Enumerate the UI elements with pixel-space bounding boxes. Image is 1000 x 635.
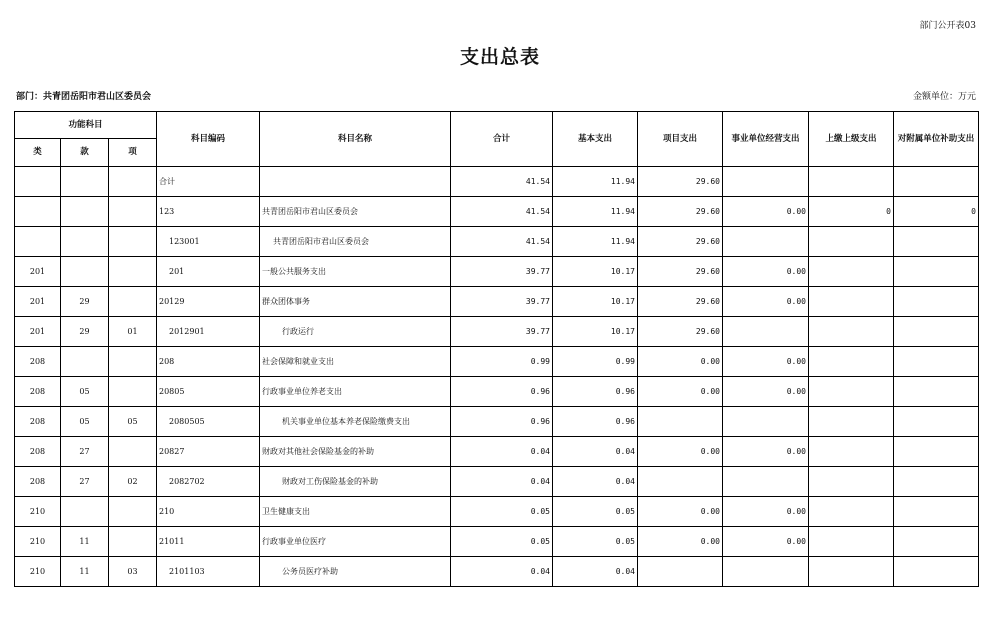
cell-project: 29.60 bbox=[638, 167, 723, 197]
cell-name: 公务员医疗补助 bbox=[260, 557, 451, 587]
cell-kuan: 29 bbox=[61, 317, 109, 347]
cell-business bbox=[723, 557, 809, 587]
cell-lei bbox=[15, 197, 61, 227]
cell-subsidy bbox=[894, 557, 979, 587]
cell-xiang bbox=[109, 197, 157, 227]
cell-xiang bbox=[109, 227, 157, 257]
cell-subsidy bbox=[894, 347, 979, 377]
cell-business: 0.00 bbox=[723, 287, 809, 317]
cell-basic: 10.17 bbox=[553, 317, 638, 347]
cell-basic: 0.04 bbox=[553, 467, 638, 497]
cell-upper bbox=[809, 287, 894, 317]
cell-total: 0.04 bbox=[451, 467, 553, 497]
table-row bbox=[15, 377, 979, 407]
cell-total: 0.04 bbox=[451, 437, 553, 467]
table-row bbox=[15, 257, 979, 287]
cell-lei: 208 bbox=[15, 407, 61, 437]
form-number-label: 部门公开表03 bbox=[919, 21, 976, 31]
cell-subsidy bbox=[894, 527, 979, 557]
cell-xiang bbox=[109, 527, 157, 557]
cell-upper bbox=[809, 497, 894, 527]
cell-total: 39.77 bbox=[451, 317, 553, 347]
cell-kuan bbox=[61, 347, 109, 377]
cell-project: 0.00 bbox=[638, 497, 723, 527]
cell-xiang bbox=[109, 287, 157, 317]
cell-name: 财政对工伤保险基金的补助 bbox=[260, 467, 451, 497]
cell-upper bbox=[809, 317, 894, 347]
cell-business bbox=[723, 467, 809, 497]
cell-name: 社会保障和就业支出 bbox=[260, 347, 451, 377]
cell-total: 39.77 bbox=[451, 287, 553, 317]
cell-xiang bbox=[109, 437, 157, 467]
cell-lei: 201 bbox=[15, 317, 61, 347]
header-subject-code: 科目编码 bbox=[157, 112, 260, 167]
header-function-subject: 功能科目 bbox=[15, 112, 157, 139]
cell-business: 0.00 bbox=[723, 257, 809, 287]
cell-subsidy bbox=[894, 407, 979, 437]
header-subject-name: 科目名称 bbox=[260, 112, 451, 167]
cell-xiang bbox=[109, 167, 157, 197]
cell-project: 0.00 bbox=[638, 347, 723, 377]
cell-name: 行政运行 bbox=[260, 317, 451, 347]
table-row bbox=[15, 287, 979, 317]
cell-project: 0.00 bbox=[638, 437, 723, 467]
cell-xiang bbox=[109, 347, 157, 377]
cell-code: 2080505 bbox=[157, 407, 260, 437]
cell-subsidy bbox=[894, 467, 979, 497]
cell-name: 财政对其他社会保险基金的补助 bbox=[260, 437, 451, 467]
header-subsidiary-subsidy: 对附属单位补助支出 bbox=[894, 112, 979, 167]
header-xiang: 项 bbox=[109, 139, 157, 167]
cell-basic: 0.04 bbox=[553, 437, 638, 467]
cell-business: 0.00 bbox=[723, 527, 809, 557]
expenditure-table bbox=[14, 111, 979, 587]
cell-upper bbox=[809, 347, 894, 377]
cell-name: 一般公共服务支出 bbox=[260, 257, 451, 287]
cell-code: 21011 bbox=[157, 527, 260, 557]
cell-lei: 208 bbox=[15, 347, 61, 377]
cell-basic: 11.94 bbox=[553, 197, 638, 227]
table-row bbox=[15, 497, 979, 527]
cell-business: 0.00 bbox=[723, 377, 809, 407]
cell-project: 0.00 bbox=[638, 377, 723, 407]
header-project-expenditure: 项目支出 bbox=[638, 112, 723, 167]
cell-upper bbox=[809, 257, 894, 287]
cell-lei: 201 bbox=[15, 287, 61, 317]
cell-subsidy bbox=[894, 497, 979, 527]
cell-basic: 0.96 bbox=[553, 407, 638, 437]
table-row bbox=[15, 347, 979, 377]
cell-subsidy bbox=[894, 317, 979, 347]
cell-name: 共青团岳阳市君山区委员会 bbox=[260, 197, 451, 227]
cell-basic: 0.99 bbox=[553, 347, 638, 377]
header-basic-expenditure: 基本支出 bbox=[553, 112, 638, 167]
cell-code: 2012901 bbox=[157, 317, 260, 347]
cell-lei: 208 bbox=[15, 437, 61, 467]
cell-xiang bbox=[109, 377, 157, 407]
header-business-expenditure: 事业单位经营支出 bbox=[723, 112, 809, 167]
cell-upper bbox=[809, 437, 894, 467]
cell-project: 29.60 bbox=[638, 287, 723, 317]
cell-project: 29.60 bbox=[638, 227, 723, 257]
cell-xiang: 02 bbox=[109, 467, 157, 497]
cell-code: 208 bbox=[157, 347, 260, 377]
cell-code: 20827 bbox=[157, 437, 260, 467]
cell-lei: 208 bbox=[15, 377, 61, 407]
table-row bbox=[15, 557, 979, 587]
cell-lei bbox=[15, 227, 61, 257]
cell-name: 卫生健康支出 bbox=[260, 497, 451, 527]
cell-total: 0.96 bbox=[451, 377, 553, 407]
cell-subsidy bbox=[894, 257, 979, 287]
cell-code: 123 bbox=[157, 197, 260, 227]
cell-basic: 11.94 bbox=[553, 227, 638, 257]
cell-upper bbox=[809, 167, 894, 197]
cell-subsidy: 0 bbox=[894, 197, 979, 227]
cell-lei: 208 bbox=[15, 467, 61, 497]
table-row bbox=[15, 527, 979, 557]
amount-unit-label: 金额单位：万元 bbox=[912, 92, 976, 102]
header-total: 合计 bbox=[451, 112, 553, 167]
cell-xiang bbox=[109, 257, 157, 287]
cell-name: 行政事业单位医疗 bbox=[260, 527, 451, 557]
cell-business: 0.00 bbox=[723, 347, 809, 377]
cell-code: 20805 bbox=[157, 377, 260, 407]
cell-kuan bbox=[61, 257, 109, 287]
cell-upper bbox=[809, 377, 894, 407]
cell-subsidy bbox=[894, 377, 979, 407]
cell-kuan bbox=[61, 167, 109, 197]
header-kuan: 款 bbox=[61, 139, 109, 167]
cell-kuan: 29 bbox=[61, 287, 109, 317]
cell-xiang: 01 bbox=[109, 317, 157, 347]
cell-business bbox=[723, 317, 809, 347]
cell-name: 机关事业单位基本养老保险缴费支出 bbox=[260, 407, 451, 437]
cell-upper bbox=[809, 557, 894, 587]
table-row bbox=[15, 437, 979, 467]
cell-total: 0.05 bbox=[451, 527, 553, 557]
cell-name bbox=[260, 167, 451, 197]
cell-name: 行政事业单位养老支出 bbox=[260, 377, 451, 407]
cell-project: 0.00 bbox=[638, 527, 723, 557]
cell-basic: 11.94 bbox=[553, 167, 638, 197]
table-row bbox=[15, 167, 979, 197]
cell-name: 共青团岳阳市君山区委员会 bbox=[260, 227, 451, 257]
cell-code: 201 bbox=[157, 257, 260, 287]
cell-kuan: 05 bbox=[61, 377, 109, 407]
cell-business bbox=[723, 407, 809, 437]
cell-upper bbox=[809, 467, 894, 497]
cell-project: 29.60 bbox=[638, 317, 723, 347]
cell-basic: 0.05 bbox=[553, 527, 638, 557]
page-title: 支出总表 bbox=[459, 46, 540, 68]
cell-xiang: 05 bbox=[109, 407, 157, 437]
cell-code: 123001 bbox=[157, 227, 260, 257]
table-row bbox=[15, 317, 979, 347]
cell-total: 39.77 bbox=[451, 257, 553, 287]
cell-kuan: 05 bbox=[61, 407, 109, 437]
cell-code: 2082702 bbox=[157, 467, 260, 497]
cell-code: 2101103 bbox=[157, 557, 260, 587]
cell-project: 29.60 bbox=[638, 197, 723, 227]
table-row bbox=[15, 227, 979, 257]
header-upper-payment: 上缴上级支出 bbox=[809, 112, 894, 167]
cell-lei: 210 bbox=[15, 527, 61, 557]
cell-basic: 10.17 bbox=[553, 287, 638, 317]
cell-project bbox=[638, 407, 723, 437]
cell-subsidy bbox=[894, 437, 979, 467]
table-body bbox=[15, 167, 979, 587]
cell-xiang: 03 bbox=[109, 557, 157, 587]
table-row bbox=[15, 407, 979, 437]
cell-kuan: 27 bbox=[61, 467, 109, 497]
cell-business: 0.00 bbox=[723, 437, 809, 467]
table-row bbox=[15, 197, 979, 227]
cell-subsidy bbox=[894, 287, 979, 317]
cell-code: 合计 bbox=[157, 167, 260, 197]
cell-basic: 10.17 bbox=[553, 257, 638, 287]
cell-lei bbox=[15, 167, 61, 197]
cell-project bbox=[638, 467, 723, 497]
cell-name: 群众团体事务 bbox=[260, 287, 451, 317]
cell-upper bbox=[809, 527, 894, 557]
cell-upper: 0 bbox=[809, 197, 894, 227]
department-label: 部门：共青团岳阳市君山区委员会 bbox=[16, 92, 152, 102]
table-header bbox=[15, 112, 979, 167]
cell-total: 0.99 bbox=[451, 347, 553, 377]
cell-project: 29.60 bbox=[638, 257, 723, 287]
cell-lei: 201 bbox=[15, 257, 61, 287]
cell-total: 0.96 bbox=[451, 407, 553, 437]
cell-basic: 0.96 bbox=[553, 377, 638, 407]
table-row bbox=[15, 467, 979, 497]
cell-kuan: 11 bbox=[61, 557, 109, 587]
cell-basic: 0.04 bbox=[553, 557, 638, 587]
cell-total: 0.04 bbox=[451, 557, 553, 587]
cell-subsidy bbox=[894, 227, 979, 257]
cell-total: 41.54 bbox=[451, 227, 553, 257]
cell-code: 210 bbox=[157, 497, 260, 527]
cell-business bbox=[723, 227, 809, 257]
cell-project bbox=[638, 557, 723, 587]
cell-lei: 210 bbox=[15, 497, 61, 527]
cell-kuan bbox=[61, 227, 109, 257]
cell-kuan: 11 bbox=[61, 527, 109, 557]
cell-lei: 210 bbox=[15, 557, 61, 587]
cell-total: 41.54 bbox=[451, 167, 553, 197]
cell-business bbox=[723, 167, 809, 197]
cell-total: 41.54 bbox=[451, 197, 553, 227]
cell-kuan: 27 bbox=[61, 437, 109, 467]
cell-upper bbox=[809, 227, 894, 257]
cell-kuan bbox=[61, 497, 109, 527]
cell-total: 0.05 bbox=[451, 497, 553, 527]
cell-xiang bbox=[109, 497, 157, 527]
cell-code: 20129 bbox=[157, 287, 260, 317]
cell-upper bbox=[809, 407, 894, 437]
cell-basic: 0.05 bbox=[553, 497, 638, 527]
cell-business: 0.00 bbox=[723, 497, 809, 527]
cell-kuan bbox=[61, 197, 109, 227]
header-lei: 类 bbox=[15, 139, 61, 167]
cell-subsidy bbox=[894, 167, 979, 197]
cell-business: 0.00 bbox=[723, 197, 809, 227]
